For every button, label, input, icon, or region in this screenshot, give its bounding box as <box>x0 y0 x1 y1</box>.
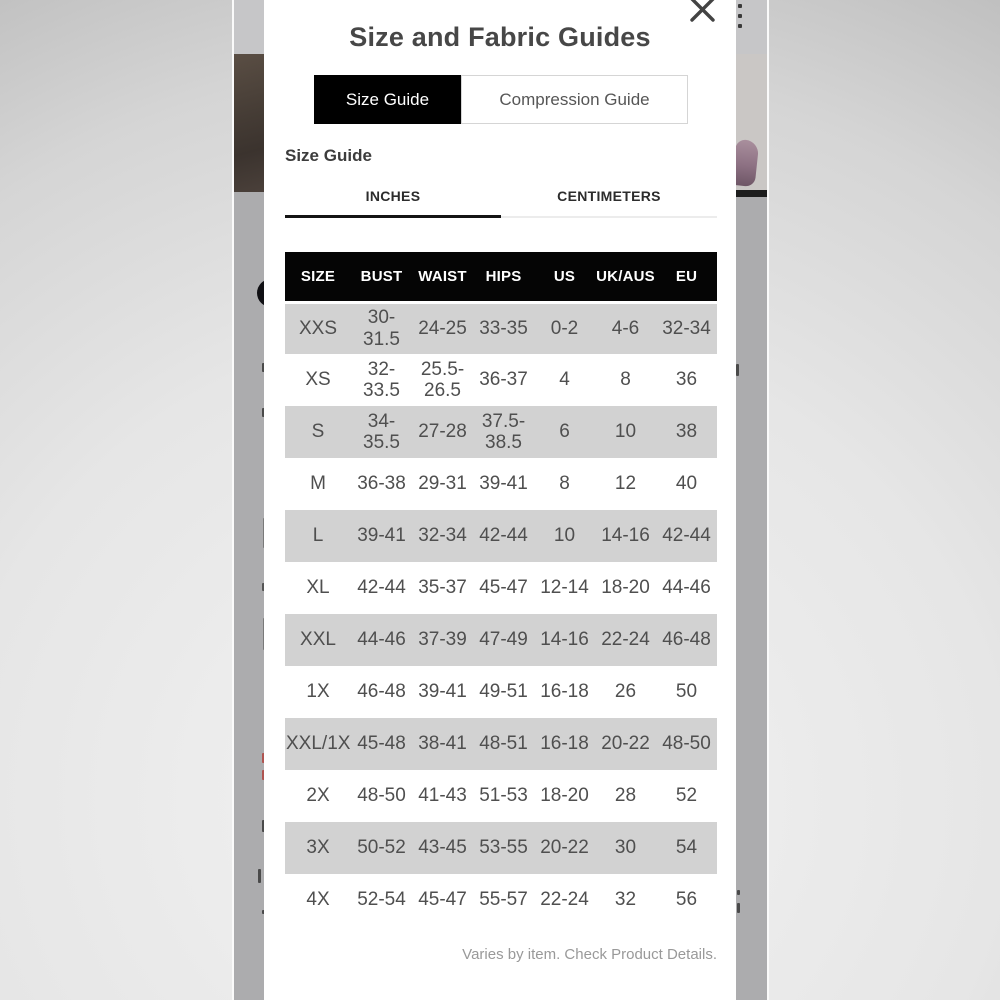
table-header-cell: SIZE <box>285 252 351 302</box>
background-text-fragment <box>736 364 739 376</box>
table-cell: 3X <box>285 822 351 874</box>
table-cell: 36-38 <box>357 473 406 495</box>
table-cell: 30-31.5 <box>351 302 412 354</box>
table-cell: S <box>285 406 351 458</box>
table-row <box>285 510 717 562</box>
background-text-fragment <box>258 869 261 883</box>
table-cell: 48-51 <box>473 718 534 770</box>
table-row <box>285 666 717 718</box>
table-cell: 14-16 <box>595 510 656 562</box>
table-cell: 4-6 <box>595 302 656 354</box>
table-cell: 4 <box>559 369 570 391</box>
table-cell: XXL/1X <box>285 718 351 770</box>
table-cell: 29-31 <box>418 473 467 495</box>
table-cell: 52 <box>675 785 698 807</box>
table-cell: 36 <box>675 369 698 391</box>
table-cell: L <box>285 510 351 562</box>
table-cell: 48-50 <box>357 785 406 807</box>
table-cell: 30 <box>595 822 656 874</box>
table-row <box>285 354 717 406</box>
table-row <box>285 614 717 666</box>
table-cell: 10 <box>595 406 656 458</box>
table-cell: 4X <box>306 889 330 911</box>
tab-centimeters[interactable]: CENTIMETERS <box>501 183 717 218</box>
page-strip-right <box>736 0 769 1000</box>
table-cell: 22-24 <box>540 889 589 911</box>
table-cell: 47-49 <box>473 614 534 666</box>
table-header-cell: EU <box>656 252 717 302</box>
table-cell: 44-46 <box>351 614 412 666</box>
table-cell: 12-14 <box>540 577 589 599</box>
table-header-cell: BUST <box>351 252 412 302</box>
table-cell: XXL <box>285 614 351 666</box>
table-cell: 38-41 <box>412 718 473 770</box>
table-cell: 51-53 <box>479 785 528 807</box>
table-cell: 39-41 <box>351 510 412 562</box>
table-cell: 37.5-38.5 <box>473 406 534 458</box>
table-cell: 32-34 <box>656 302 717 354</box>
tab-compression-guide[interactable]: Compression Guide <box>461 75 688 124</box>
tab-size-guide[interactable]: Size Guide <box>314 75 461 124</box>
table-cell: M <box>310 473 326 495</box>
tab-inches[interactable]: INCHES <box>285 183 501 218</box>
table-row <box>285 874 717 926</box>
modal-title: Size and Fabric Guides <box>349 22 651 52</box>
background-text-fragment <box>737 903 740 913</box>
table-cell: 36-37 <box>479 369 528 391</box>
table-cell: 42-44 <box>656 510 717 562</box>
page-strip-left <box>232 0 264 1000</box>
table-cell: 26 <box>614 681 637 703</box>
table-cell: 55-57 <box>479 889 528 911</box>
table-header-cell: US <box>534 252 595 302</box>
table-cell: 14-16 <box>534 614 595 666</box>
table-cell: 48-50 <box>656 718 717 770</box>
table-cell: 45-47 <box>479 577 528 599</box>
table-row <box>285 822 717 874</box>
table-cell: 8 <box>620 369 631 391</box>
table-cell: 46-48 <box>656 614 717 666</box>
table-cell: 50 <box>675 681 698 703</box>
table-row <box>285 302 717 354</box>
table-cell: 22-24 <box>595 614 656 666</box>
table-cell: 56 <box>675 889 698 911</box>
background-circle-fragment <box>257 279 264 307</box>
table-cell: 54 <box>656 822 717 874</box>
table-cell: 35-37 <box>418 577 467 599</box>
table-cell: 42-44 <box>357 577 406 599</box>
table-row <box>285 406 717 458</box>
footer-note: Varies by item. Check Product Details. <box>462 946 717 963</box>
table-header-row <box>285 252 717 302</box>
table-cell: 45-47 <box>418 889 467 911</box>
table-cell: 46-48 <box>357 681 406 703</box>
table-cell: 20-22 <box>595 718 656 770</box>
table-row <box>285 770 717 822</box>
guide-tab-group <box>314 75 688 124</box>
table-row <box>285 718 717 770</box>
table-cell: 41-43 <box>418 785 467 807</box>
table-cell: 49-51 <box>479 681 528 703</box>
table-cell: 10 <box>534 510 595 562</box>
table-cell: 52-54 <box>357 889 406 911</box>
table-cell: 16-18 <box>540 681 589 703</box>
table-cell: 42-44 <box>473 510 534 562</box>
close-icon[interactable] <box>688 0 717 24</box>
page-topband-left <box>234 0 264 54</box>
table-cell: 40 <box>675 473 698 495</box>
background-product-photo-fragment <box>736 139 759 187</box>
size-table-body <box>285 302 717 926</box>
table-cell: 16-18 <box>534 718 595 770</box>
table-cell: 18-20 <box>601 577 650 599</box>
table-cell: 0-2 <box>534 302 595 354</box>
table-cell: 1X <box>306 681 330 703</box>
kebab-menu-icon <box>738 4 742 34</box>
table-cell: 6 <box>534 406 595 458</box>
table-header-cell: HIPS <box>473 252 534 302</box>
table-cell: 32 <box>614 889 637 911</box>
table-cell: 33-35 <box>473 302 534 354</box>
table-cell: XS <box>305 369 331 391</box>
table-row <box>285 562 717 614</box>
table-cell: 34-35.5 <box>351 406 412 458</box>
table-cell: 45-48 <box>351 718 412 770</box>
table-row <box>285 458 717 510</box>
table-cell: XXS <box>285 302 351 354</box>
table-cell: 32-34 <box>412 510 473 562</box>
background-divider-bar <box>736 190 767 197</box>
table-cell: 53-55 <box>473 822 534 874</box>
table-cell: XL <box>306 577 330 599</box>
table-cell: 32-33.5 <box>363 358 400 401</box>
table-cell: 2X <box>306 785 330 807</box>
table-cell: 38 <box>656 406 717 458</box>
size-table <box>285 252 717 926</box>
table-header-cell: WAIST <box>412 252 473 302</box>
table-cell: 43-45 <box>412 822 473 874</box>
section-heading: Size Guide <box>285 146 372 165</box>
table-cell: 8 <box>559 473 570 495</box>
table-header-cell: UK/AUS <box>595 252 656 302</box>
background-product-image-right <box>736 54 767 190</box>
table-cell: 27-28 <box>412 406 473 458</box>
background-text-fragment <box>737 890 740 895</box>
table-cell: 24-25 <box>412 302 473 354</box>
size-guide-modal <box>264 0 736 1000</box>
table-cell: 39-41 <box>479 473 528 495</box>
table-cell: 20-22 <box>534 822 595 874</box>
table-cell: 25.5-26.5 <box>420 358 465 401</box>
table-cell: 28 <box>614 785 637 807</box>
table-cell: 18-20 <box>540 785 589 807</box>
table-cell: 39-41 <box>418 681 467 703</box>
table-cell: 50-52 <box>351 822 412 874</box>
unit-tab-group <box>285 183 717 218</box>
background-product-image-left <box>234 54 264 192</box>
table-cell: 44-46 <box>662 577 711 599</box>
table-cell: 12 <box>614 473 637 495</box>
table-cell: 37-39 <box>412 614 473 666</box>
